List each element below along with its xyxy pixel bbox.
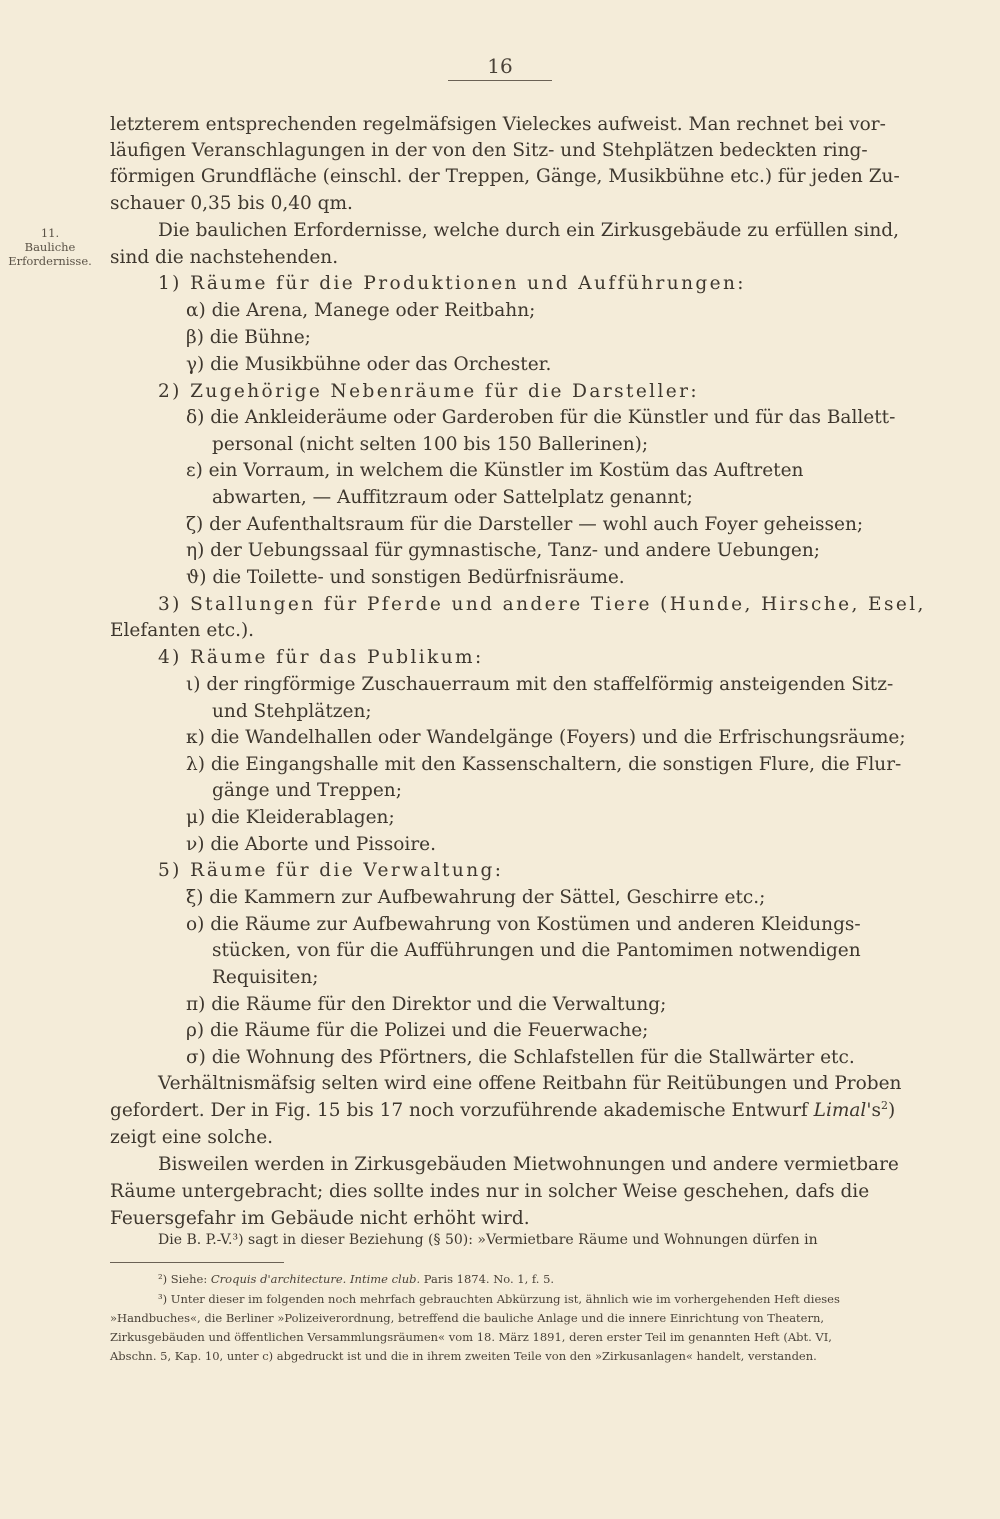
list-item-continuation: stücken, von für die Aufführungen und die Pantomimen notwendigen bbox=[212, 940, 861, 961]
list-item-continuation: Requisiten; bbox=[212, 967, 319, 988]
list-item: μ) die Kleiderablagen; bbox=[186, 807, 395, 828]
section-heading-2: 2) Zugehörige Nebenräume für die Darsteller: bbox=[158, 381, 700, 402]
text-line bbox=[110, 1098, 895, 1124]
text-line: zeigt eine solche. bbox=[110, 1127, 274, 1148]
page-number-rule bbox=[448, 80, 552, 81]
text-line: läufigen Veranschlagungen in der von den Sitz- und Stehplätzen bedeckten ring- bbox=[110, 140, 868, 161]
footnote-3-line: ³) Unter dieser im folgenden noch mehrfach gebrauchten Abkürzung ist, ähnlich wie im vorhergehenden Heft dieses bbox=[158, 1292, 840, 1306]
list-item: δ) die Ankleideräume oder Garderoben für die Künstler und für das Ballett- bbox=[186, 407, 896, 428]
small-print-line: Die B. P.-V.³) sagt in dieser Beziehung (§ 50): »Vermietbare Räume und Wohnungen dürfen in bbox=[158, 1232, 818, 1248]
list-item-continuation: personal (nicht selten 100 bis 150 Ballerinen); bbox=[212, 434, 649, 455]
margin-note-number: 11. bbox=[40, 226, 60, 240]
list-item: π) die Räume für den Direktor und die Verwaltung; bbox=[186, 994, 667, 1015]
list-item: γ) die Musikbühne oder das Orchester. bbox=[186, 354, 552, 375]
text-span: 's bbox=[866, 1100, 881, 1121]
section-heading-1: 1) Räume für die Produktionen und Aufführungen: bbox=[158, 273, 746, 294]
section-heading-5: 5) Räume für die Verwaltung: bbox=[158, 860, 504, 881]
list-item-continuation: gänge und Treppen; bbox=[212, 780, 402, 801]
footnote-marker: 2 bbox=[880, 1098, 888, 1112]
list-item: σ) die Wohnung des Pförtners, die Schlafstellen für die Stallwärter etc. bbox=[186, 1047, 855, 1068]
footnote-2 bbox=[158, 1271, 554, 1287]
list-item-continuation: abwarten, — Auffitzraum oder Sattelplatz genannt; bbox=[212, 487, 693, 508]
text-line: sind die nachstehenden. bbox=[110, 247, 339, 268]
list-item: κ) die Wandelhallen oder Wandelgänge (Foyers) und die Erfrischungsräume; bbox=[186, 727, 906, 748]
footnote-title: Croquis d'architecture. Intime club. bbox=[210, 1272, 421, 1286]
text-line: Feuersgefahr im Gebäude nicht erhöht wird. bbox=[110, 1208, 530, 1229]
text-line: Die baulichen Erfordernisse, welche durch ein Zirkusgebäude zu erfüllen sind, bbox=[158, 220, 899, 241]
footnote-3-line: »Handbuches«, die Berliner »Polizeiverordnung, betreffend die bauliche Anlage und die innere Einrichtung von Theatern, bbox=[110, 1311, 825, 1325]
margin-note-line2: Erfordernisse. bbox=[8, 254, 92, 268]
text-line: Elefanten etc.). bbox=[110, 620, 255, 641]
section-heading-4: 4) Räume für das Publikum: bbox=[158, 647, 484, 668]
section-heading-3: 3) Stallungen für Pferde und andere Tiere (Hunde, Hirsche, Esel, bbox=[158, 594, 926, 615]
text-line: Bisweilen werden in Zirkusgebäuden Mietwohnungen und andere vermietbare bbox=[158, 1154, 899, 1175]
footnote-text: Paris 1874. No. 1, f. 5. bbox=[420, 1272, 555, 1286]
list-item: ι) der ringförmige Zuschauerraum mit den staffelförmig ansteigenden Sitz- bbox=[186, 674, 894, 695]
text-line: förmigen Grundfläche (einschl. der Treppen, Gänge, Musikbühne etc.) für jeden Zu- bbox=[110, 166, 900, 187]
list-item: ϑ) die Toilette- und sonstigen Bedürfnisräume. bbox=[186, 567, 625, 588]
footnote-rule bbox=[110, 1262, 284, 1263]
text-line: schauer 0,35 bis 0,40 qm. bbox=[110, 193, 353, 214]
text-line: letzterem entsprechenden regelmäfsigen Vieleckes aufweist. Man rechnet bei vor- bbox=[110, 114, 886, 135]
list-item: η) der Uebungssaal für gymnastische, Tanz- und andere Uebungen; bbox=[186, 540, 821, 561]
list-item: ξ) die Kammern zur Aufbewahrung der Sättel, Geschirre etc.; bbox=[186, 887, 766, 908]
list-item: λ) die Eingangshalle mit den Kassenschaltern, die sonstigen Flure, die Flur- bbox=[186, 754, 902, 775]
text-span: ) bbox=[887, 1100, 896, 1121]
footnote-3-line: Zirkusgebäuden und öffentlichen Versammlungsräumen« vom 18. März 1891, deren erster Teil im genannten Heft (Abt. VI, bbox=[110, 1330, 832, 1344]
author-name: Limal bbox=[813, 1100, 867, 1121]
list-item-continuation: und Stehplätzen; bbox=[212, 701, 372, 722]
footnote-text: ²) Siehe: bbox=[158, 1272, 211, 1286]
page-number: 16 bbox=[487, 54, 513, 78]
text-line: Räume untergebracht; dies sollte indes nur in solcher Weise geschehen, dafs die bbox=[110, 1181, 870, 1202]
list-item: β) die Bühne; bbox=[186, 327, 311, 348]
margin-note bbox=[8, 226, 92, 268]
list-item: ρ) die Räume für die Polizei und die Feuerwache; bbox=[186, 1020, 649, 1041]
list-item: ν) die Aborte und Pissoire. bbox=[186, 834, 437, 855]
margin-note-line1: Bauliche bbox=[24, 240, 76, 254]
list-item: ο) die Räume zur Aufbewahrung von Kostümen und anderen Kleidungs- bbox=[186, 914, 861, 935]
list-item: α) die Arena, Manege oder Reitbahn; bbox=[186, 300, 536, 321]
text-line: Verhältnismäfsig selten wird eine offene Reitbahn für Reitübungen und Proben bbox=[158, 1073, 902, 1094]
text-span: gefordert. Der in Fig. 15 bis 17 noch vorzuführende akademische Entwurf bbox=[110, 1100, 814, 1121]
list-item: ε) ein Vorraum, in welchem die Künstler im Kostüm das Auftreten bbox=[186, 460, 804, 481]
list-item: ζ) der Aufenthaltsraum für die Darsteller — wohl auch Foyer geheissen; bbox=[186, 514, 864, 535]
footnote-3-line: Abschn. 5, Kap. 10, unter c) abgedruckt ist und die in ihrem zweiten Teile von den »Zirkusanlagen« handelt, verstanden. bbox=[110, 1349, 817, 1363]
